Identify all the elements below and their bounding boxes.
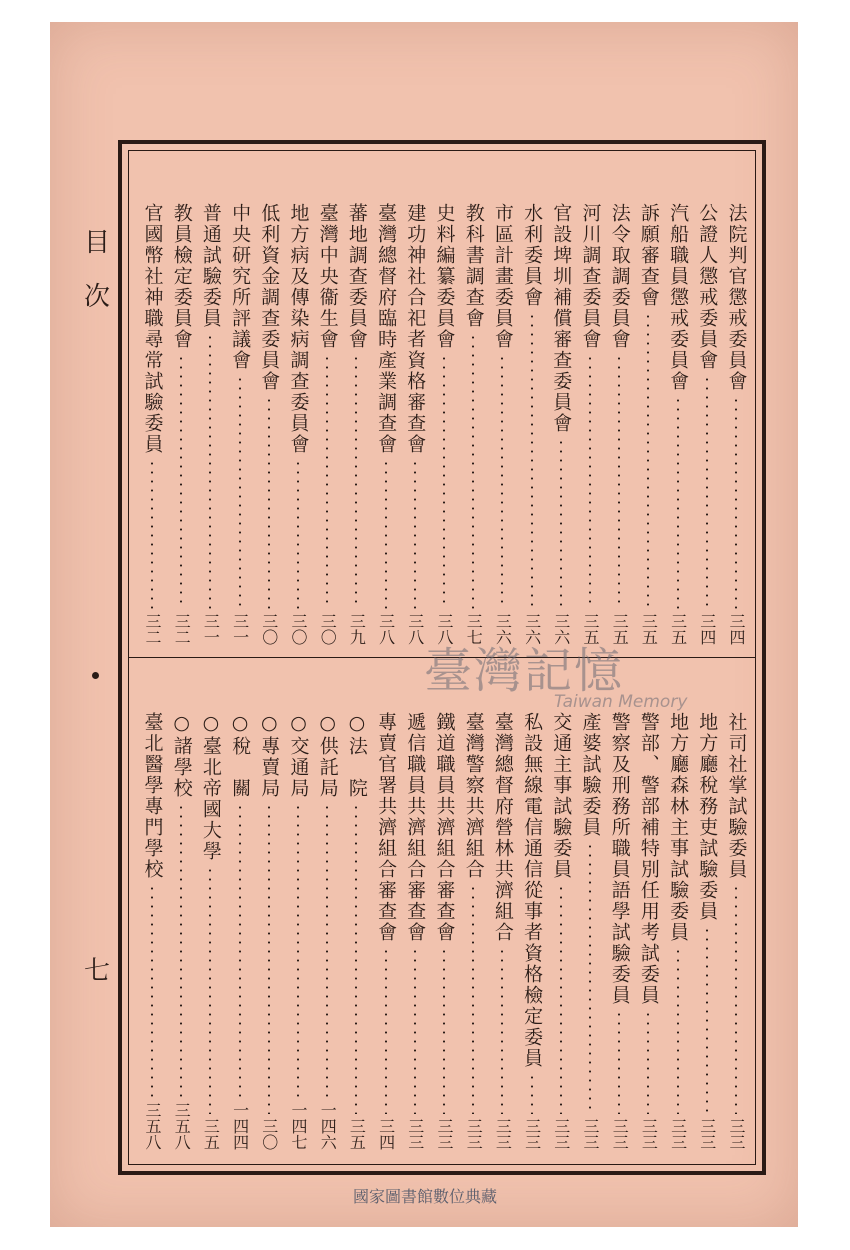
toc-entry-title: ○稅 關 — [229, 712, 252, 799]
side-page-number: 七 — [84, 956, 111, 986]
dot-leader — [589, 842, 591, 1114]
toc-entry — [167, 712, 195, 1150]
toc-entry-page: 三六 — [522, 613, 542, 645]
dot-leader — [531, 1073, 533, 1114]
dot-leader — [385, 459, 387, 609]
side-title-char2: 次 — [84, 282, 111, 312]
toc-entry — [576, 203, 604, 645]
toc-entry — [196, 712, 224, 1150]
dot-leader — [268, 803, 270, 1114]
toc-entry-title: 水利委員會 — [521, 203, 544, 308]
toc-entry-page: 三八 — [376, 613, 396, 645]
dot-leader — [209, 866, 211, 1114]
toc-entry-page: 三五八 — [172, 1102, 192, 1150]
toc-entry-title: 臺灣總督府臨時產業調查會 — [375, 203, 398, 455]
toc-entry — [518, 203, 546, 645]
toc-entry — [401, 203, 429, 645]
toc-entry-page: 三八 — [405, 613, 425, 645]
toc-entry-page: 三三 — [610, 1118, 630, 1150]
dot-leader — [326, 803, 328, 1098]
toc-entry-page: 三一 — [230, 613, 250, 645]
dot-leader — [677, 947, 679, 1114]
toc-entry-title: 產婆試驗委員 — [579, 712, 602, 838]
toc-entry-title: 交通主事試驗委員 — [550, 712, 573, 880]
dot-leader — [209, 333, 211, 609]
toc-entry-page: 三七 — [464, 613, 484, 645]
toc-entry-page: 三四 — [727, 613, 746, 645]
dot-leader — [706, 375, 708, 609]
toc-entry-page: 三九 — [347, 613, 367, 645]
toc-entry-page: 三六 — [493, 613, 513, 645]
toc-entry — [605, 712, 633, 1150]
toc-entry — [313, 712, 341, 1150]
toc-entry-page: 三〇 — [259, 1118, 279, 1150]
dot-leader — [531, 312, 533, 609]
toc-entry-title: ○法 院 — [345, 712, 368, 799]
watermark-logo — [424, 632, 694, 727]
dot-leader — [414, 459, 416, 609]
toc-entry-title: 教員檢定委員會 — [170, 203, 193, 350]
toc-entry-title: 訴願審查會 — [637, 203, 660, 308]
toc-entry-title: 地方病及傳染病調查委員會 — [287, 203, 310, 455]
toc-entry — [634, 712, 662, 1150]
dot-leader — [297, 803, 299, 1098]
dot-leader — [472, 884, 474, 1114]
toc-entry-page: 三三 — [405, 1118, 425, 1150]
dot-leader — [618, 354, 620, 609]
dot-leader — [151, 459, 153, 609]
toc-entry-title: 教科書調查會 — [462, 203, 485, 329]
toc-entry-title: 法院判官懲戒委員會 — [725, 203, 748, 392]
toc-entry — [342, 712, 370, 1150]
toc-entry-page: 三一 — [201, 613, 221, 645]
toc-entry-page: 三三 — [435, 1118, 454, 1150]
dot-leader — [385, 947, 387, 1114]
toc-entry — [518, 712, 546, 1150]
toc-entry — [605, 203, 633, 645]
toc-entry-title: 普通試驗委員 — [199, 203, 222, 329]
dot-leader — [180, 803, 182, 1098]
toc-entry — [722, 203, 750, 645]
dot-leader — [326, 354, 328, 609]
toc-entry-page: 三三 — [522, 1118, 542, 1150]
toc-entry-title: ○臺北帝國大學 — [199, 712, 222, 862]
toc-entry — [226, 203, 254, 645]
toc-entry-title: 市區計畫委員會 — [491, 203, 514, 350]
toc-entry — [488, 712, 516, 1150]
toc-entry-title: 地方廳稅務吏試驗委員 — [696, 712, 719, 922]
toc-entry — [342, 203, 370, 645]
toc-entry-page: 三三 — [668, 1118, 688, 1150]
watermark-logo-subtitle: Taiwan Memory — [554, 692, 688, 712]
toc-entry-page: 三五 — [201, 1118, 221, 1150]
toc-entry — [722, 712, 750, 1150]
toc-entry — [372, 203, 400, 645]
toc-entry-title: 法令取調委員會 — [608, 203, 631, 350]
toc-entry — [693, 203, 721, 645]
toc-entry — [167, 203, 195, 645]
toc-entry-title: 私設無線電信通信從事者資格檢定委員 — [521, 712, 544, 1069]
toc-entry — [255, 712, 283, 1150]
toc-entry-page: 三〇 — [289, 613, 308, 645]
dot-leader — [443, 947, 445, 1114]
toc-entry — [430, 712, 458, 1150]
toc-entry — [664, 712, 692, 1150]
toc-entry-page: 三五 — [668, 613, 688, 645]
dot-leader — [647, 1010, 649, 1114]
toc-entry-page: 三六 — [551, 613, 571, 645]
toc-entry — [226, 712, 254, 1150]
dot-leader — [239, 375, 241, 609]
toc-entry — [693, 712, 721, 1150]
toc-entry — [430, 203, 458, 645]
toc-entry-page: 三五八 — [143, 1102, 162, 1150]
toc-entry-page: 三三 — [639, 1118, 659, 1150]
toc-entry-page: 三〇 — [259, 613, 279, 645]
toc-entry-title: 建功神社合祀者資格審查會 — [404, 203, 427, 455]
toc-entry — [401, 712, 429, 1150]
dot-leader — [180, 354, 182, 609]
toc-entry-page: 三三 — [697, 1118, 717, 1150]
dot-leader — [501, 947, 503, 1114]
toc-entry — [138, 712, 166, 1150]
dot-leader — [706, 926, 708, 1114]
toc-entry-title: ○交通局 — [287, 712, 310, 799]
toc-entry — [576, 712, 604, 1150]
watermark-logo-text: 臺灣記憶 — [424, 643, 625, 699]
toc-entry-page: 三五 — [610, 613, 630, 645]
dot-leader — [677, 396, 679, 609]
dot-leader — [355, 354, 357, 609]
toc-entry — [255, 203, 283, 645]
toc-entry-page: 三二 — [172, 613, 192, 645]
toc-entry — [459, 712, 487, 1150]
toc-entry-title: 專賣官署共濟組合審查會 — [375, 712, 398, 943]
toc-entry-title: 臺灣警察共濟組合 — [462, 712, 485, 880]
toc-entry-page: 三〇 — [318, 613, 338, 645]
footer-collection-label: 國家圖書館數位典藏 — [352, 1187, 497, 1206]
toc-entry-title: 地方廳森林主事試驗委員 — [667, 712, 690, 943]
toc-entry-title: 鐵道職員共濟組合審查會 — [433, 712, 456, 943]
toc-entry-page: 三四 — [376, 1118, 396, 1150]
toc-entry — [547, 203, 575, 645]
margin-dot — [92, 672, 99, 679]
toc-entry-title: 臺北醫學專門學校 — [141, 712, 164, 880]
toc-entry-page: 三五 — [347, 1118, 367, 1150]
toc-entry-page: 三三 — [464, 1118, 484, 1150]
toc-entry-page: 一四四 — [230, 1102, 250, 1150]
toc-entry-page: 三四 — [697, 613, 717, 645]
toc-entry — [488, 203, 516, 645]
toc-entry-title: 河川調查委員會 — [579, 203, 602, 350]
toc-entry — [664, 203, 692, 645]
dot-leader — [647, 312, 649, 609]
toc-entry — [138, 203, 166, 645]
toc-entry-title: 警察及刑務所職員語學試驗委員 — [608, 712, 631, 1006]
toc-entry-title: ○供託局 — [316, 712, 339, 799]
toc-entry — [196, 203, 224, 645]
toc-entry-title: 史料編纂委員會 — [433, 203, 456, 350]
toc-entry-title: 警部、警部補特別任用考試委員 — [637, 712, 660, 1006]
toc-entry-page: 一四六 — [318, 1102, 338, 1150]
dot-leader — [443, 354, 445, 609]
dot-leader — [268, 396, 270, 609]
toc-entry-title: 臺灣總督府營林共濟組合 — [491, 712, 514, 943]
toc-entry-page: 一四七 — [289, 1102, 308, 1150]
dot-leader — [560, 884, 562, 1114]
toc-entry-title: 社司社掌試驗委員 — [725, 712, 748, 880]
dot-leader — [297, 459, 299, 609]
toc-entry-title: 汽船職員懲戒委員會 — [667, 203, 690, 392]
toc-entry-title: 公證人懲戒委員會 — [696, 203, 719, 371]
toc-entry-page: 三三 — [493, 1118, 513, 1150]
toc-entry — [313, 203, 341, 645]
dot-leader — [735, 396, 737, 609]
toc-entry-title: 臺灣中央衞生會 — [316, 203, 339, 350]
dot-leader — [560, 438, 562, 609]
toc-entry-page: 三三 — [581, 1118, 600, 1150]
toc-entry — [284, 203, 312, 645]
dot-leader — [618, 1010, 620, 1114]
toc-entry-title: 低利資金調查委員會 — [258, 203, 281, 392]
toc-entry-title: 遞信職員共濟組合審查會 — [404, 712, 427, 943]
toc-entry-page: 三八 — [435, 613, 454, 645]
toc-entry — [372, 712, 400, 1150]
toc-entry-page: 三二 — [143, 613, 162, 645]
dot-leader — [501, 354, 503, 609]
side-title-char1: 目 — [84, 228, 111, 258]
toc-entry-title: 官設埤圳補償審查委員會 — [550, 203, 573, 434]
dot-leader — [414, 947, 416, 1114]
dot-leader — [151, 884, 153, 1098]
toc-entry-title: 中央研究所評議會 — [229, 203, 252, 371]
toc-entry-title: 蕃地調查委員會 — [345, 203, 368, 350]
toc-entry — [284, 712, 312, 1150]
toc-entry-title: ○專賣局 — [258, 712, 281, 799]
toc-entry-page: 三五 — [581, 613, 600, 645]
dot-leader — [735, 884, 737, 1114]
toc-entry — [634, 203, 662, 645]
toc-entry-page: 三五 — [639, 613, 659, 645]
toc-entry-title: 官國幣社神職尋常試驗委員 — [141, 203, 164, 455]
dot-leader — [355, 803, 357, 1114]
toc-entry — [459, 203, 487, 645]
toc-entry — [547, 712, 575, 1150]
toc-entry-title: ○諸學校 — [170, 712, 193, 799]
toc-entry-page: 三三 — [727, 1118, 746, 1150]
toc-entry-page: 三三 — [551, 1118, 571, 1150]
dot-leader — [589, 354, 591, 609]
dot-leader — [239, 803, 241, 1098]
dot-leader — [472, 333, 474, 609]
